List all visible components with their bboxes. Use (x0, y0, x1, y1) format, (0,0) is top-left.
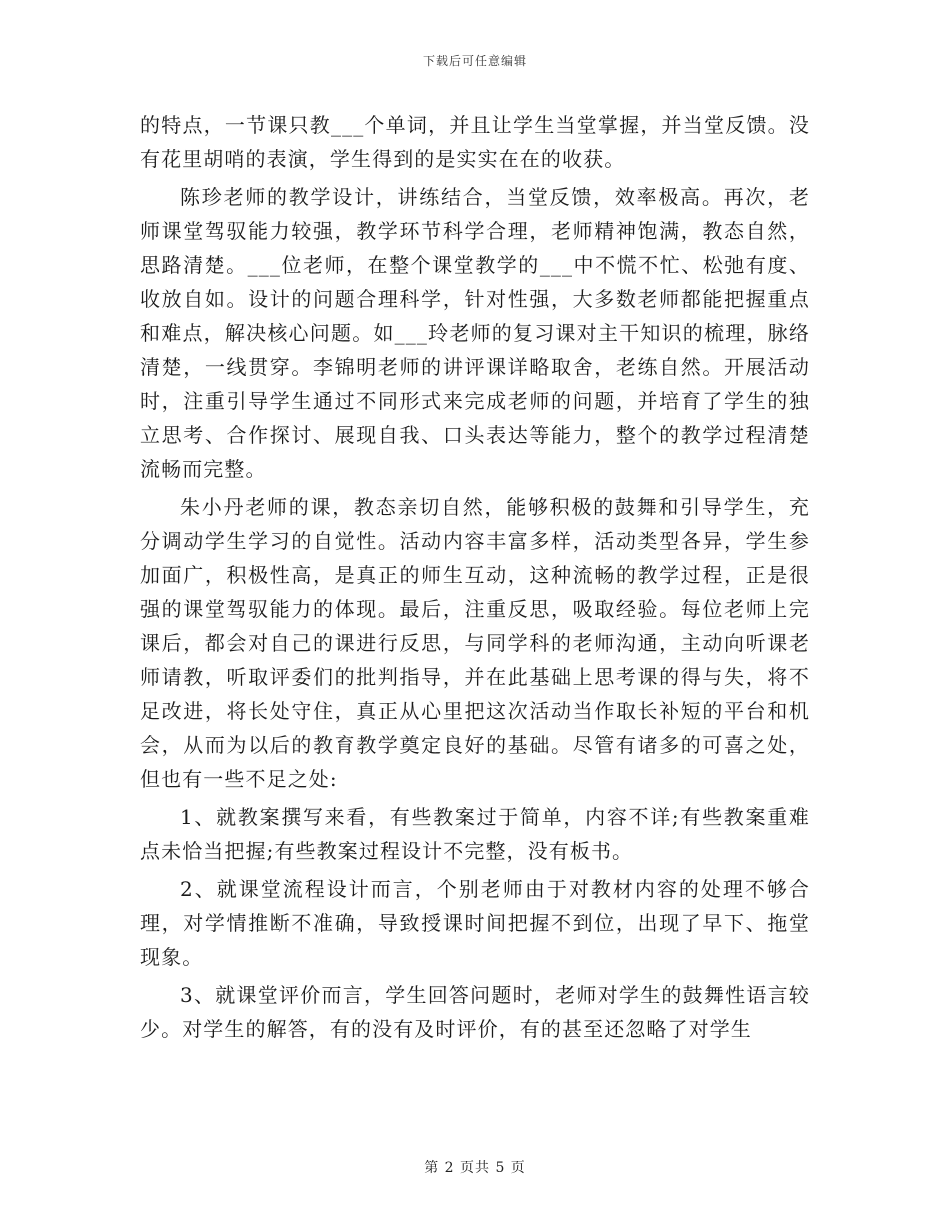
paragraph-shortcoming-2: 2、就课堂流程设计而言，个别老师由于对教材内容的处理不够合理，对学情推断不准确，导致授课时间把握不到位，出现了早下、拖堂现象。 (140, 877, 810, 969)
paragraph-continuation: 的特点，一节课只教___个单词，并且让学生当堂掌握，并当堂反馈。没有花里胡哨的表演，学生得到的是实实在在的收获。 (140, 113, 810, 171)
paragraph-shortcoming-3: 3、就课堂评价而言，学生回答问题时，老师对学生的鼓舞性语言较少。对学生的解答，有的没有及时评价，有的甚至还忽略了对学生 (140, 983, 810, 1041)
paragraph-chen-zhen: 陈珍老师的教学设计，讲练结合，当堂反馈，效率极高。再次，老师课堂驾驭能力较强，教学环节科学合理，老师精神饱满，教态自然，思路清楚。___位老师，在整个课堂教学的___中不慌不忙、松弛有度、收放自如。设计的问题合理科学，针对性强，大多数老师都能把握重点和难点，解决核心问题。如___玲老师的复习课对主干知识的梳理，脉络清楚，一线贯穿。李锦明老师的讲评课详略取舍，老练自然。开展活动时，注重引导学生通过不同形式来完成老师的问题，并培育了学生的独立思考、合作探讨、展现自我、口头表达等能力，整个的教学过程清楚流畅而完整。 (140, 185, 810, 481)
header-note: 下载后可任意编辑 (422, 54, 527, 68)
paragraph-zhu-xiaodan: 朱小丹老师的课，教态亲切自然，能够积极的鼓舞和引导学生，充分调动学生学习的自觉性。活动内容丰富多样，活动类型各异，学生参加面广，积极性高，是真正的师生互动，这种流畅的教学过程，正是很强的课堂驾驭能力的体现。最后，注重反思，吸取经验。每位老师上完课后，都会对自己的课进行反思，与同学科的老师沟通，主动向听课老师请教，听取评委们的批判指导，并在此基础上思考课的得与失，将不足改进，将长处守住，真正从心里把这次活动当作取长补短的平台和机会，从而为以后的教育教学奠定良好的基础。尽管有诸多的可喜之处，但也有一些不足之处: (140, 495, 810, 791)
page-indicator: 第 2 页共 5 页 (424, 1160, 526, 1176)
paragraph-shortcoming-1: 1、就教案撰写来看，有些教案过于简单，内容不详;有些教案重难点未恰当把握;有些教案过程设计不完整，没有板书。 (140, 805, 810, 863)
document-body (140, 108, 810, 1046)
